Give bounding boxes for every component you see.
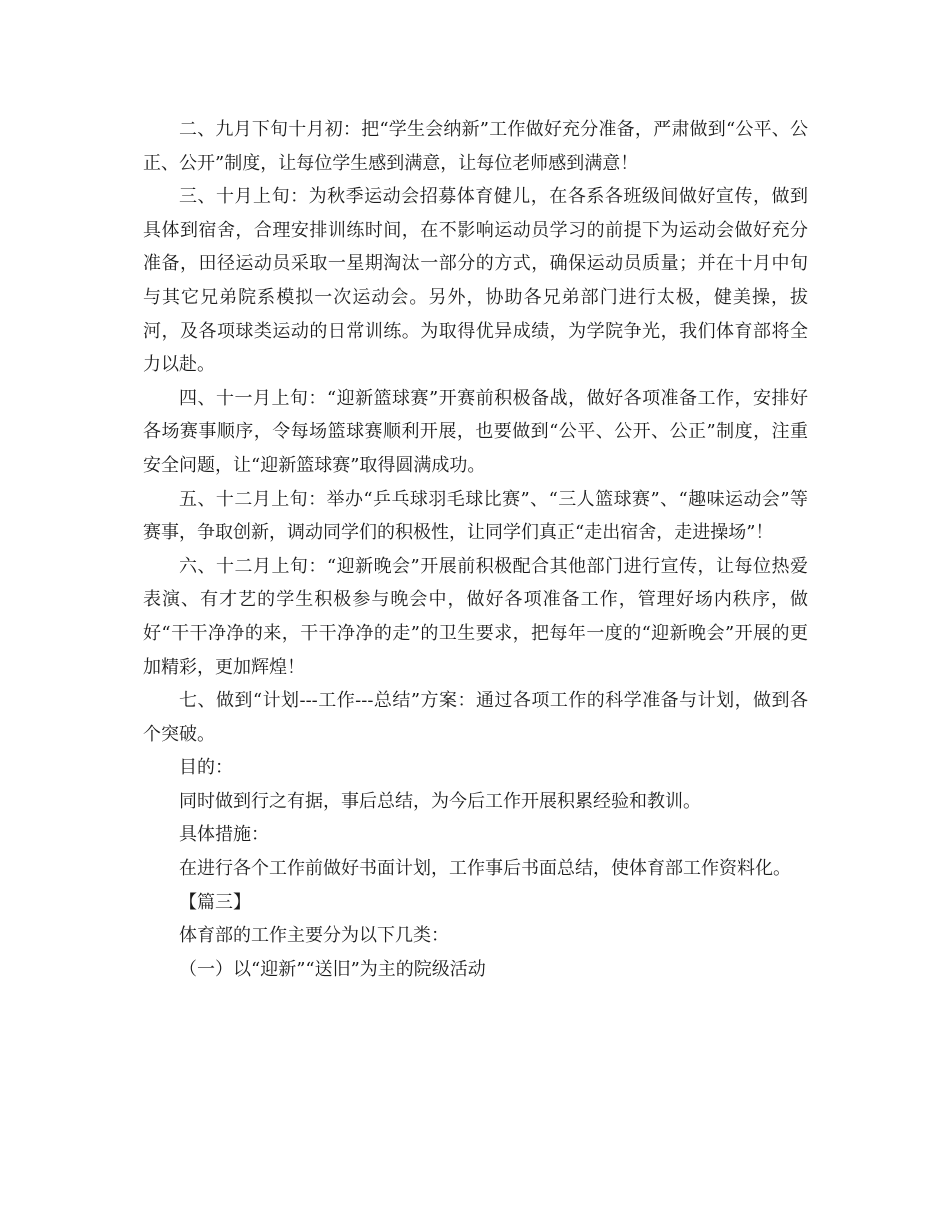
document-body (143, 113, 808, 986)
plan-item-6: 六、十二月上旬：“迎新晚会”开展前积极配合其他部门进行宣传，让每位热爱表演、有才艺的学生积极参与晚会中，做好各项准备工作，管理好场内秩序，做好“干干净净的来，干干净净的走”的卫生要求，把每年一度的“迎新晚会”开展的更加精彩，更加辉煌！ (143, 555, 808, 678)
category-1: （一）以“迎新”“送旧”为主的院级活动 (179, 958, 486, 980)
measures-label: 具体措施： (179, 824, 269, 846)
section-heading: 【篇三】 (179, 891, 251, 913)
plan-item-5: 五、十二月上旬：举办“乒乓球羽毛球比赛”、“三人篮球赛”、“趣味运动会”等赛事，争取创新，调动同学们的积极性，让同学们真正“走出宿舍，走进操场”！ (143, 488, 808, 544)
purpose-label: 目的： (179, 757, 233, 779)
plan-item-3: 三、十月上旬：为秋季运动会招募体育健儿，在各系各班级间做好宣传，做到具体到宿舍，合理安排训练时间，在不影响运动员学习的前提下为运动会做好充分准备，田径运动员采取一星期淘汰一部分的方式，确保运动员质量；并在十月中旬与其它兄弟院系模拟一次运动会。另外，协助各兄弟部门进行太极，健美操，拔河，及各项球类运动的日常训练。为取得优异成绩，为学院争光，我们体育部将全力以赴。 (143, 186, 808, 376)
plan-item-4: 四、十一月上旬：“迎新篮球赛”开赛前积极备战，做好各项准备工作，安排好各场赛事顺序，令每场篮球赛顺利开展，也要做到“公平、公开、公正”制度，注重安全问题，让“迎新篮球赛”取得圆满成功。 (143, 387, 808, 476)
plan-item-2: 二、九月下旬十月初：把“学生会纳新”工作做好充分准备，严肃做到“公平、公正、公开”制度，让每位学生感到满意，让每位老师感到满意！ (143, 119, 808, 174)
purpose-text: 同时做到行之有据，事后总结，为今后工作开展积累经验和教训。 (179, 790, 701, 812)
measures-text: 在进行各个工作前做好书面计划，工作事后书面总结，使体育部工作资料化。 (179, 858, 791, 880)
section-intro: 体育部的工作主要分为以下几类： (179, 925, 449, 947)
plan-item-7: 七、做到“计划---工作---总结”方案：通过各项工作的科学准备与计划，做到各个突破。 (143, 690, 808, 745)
